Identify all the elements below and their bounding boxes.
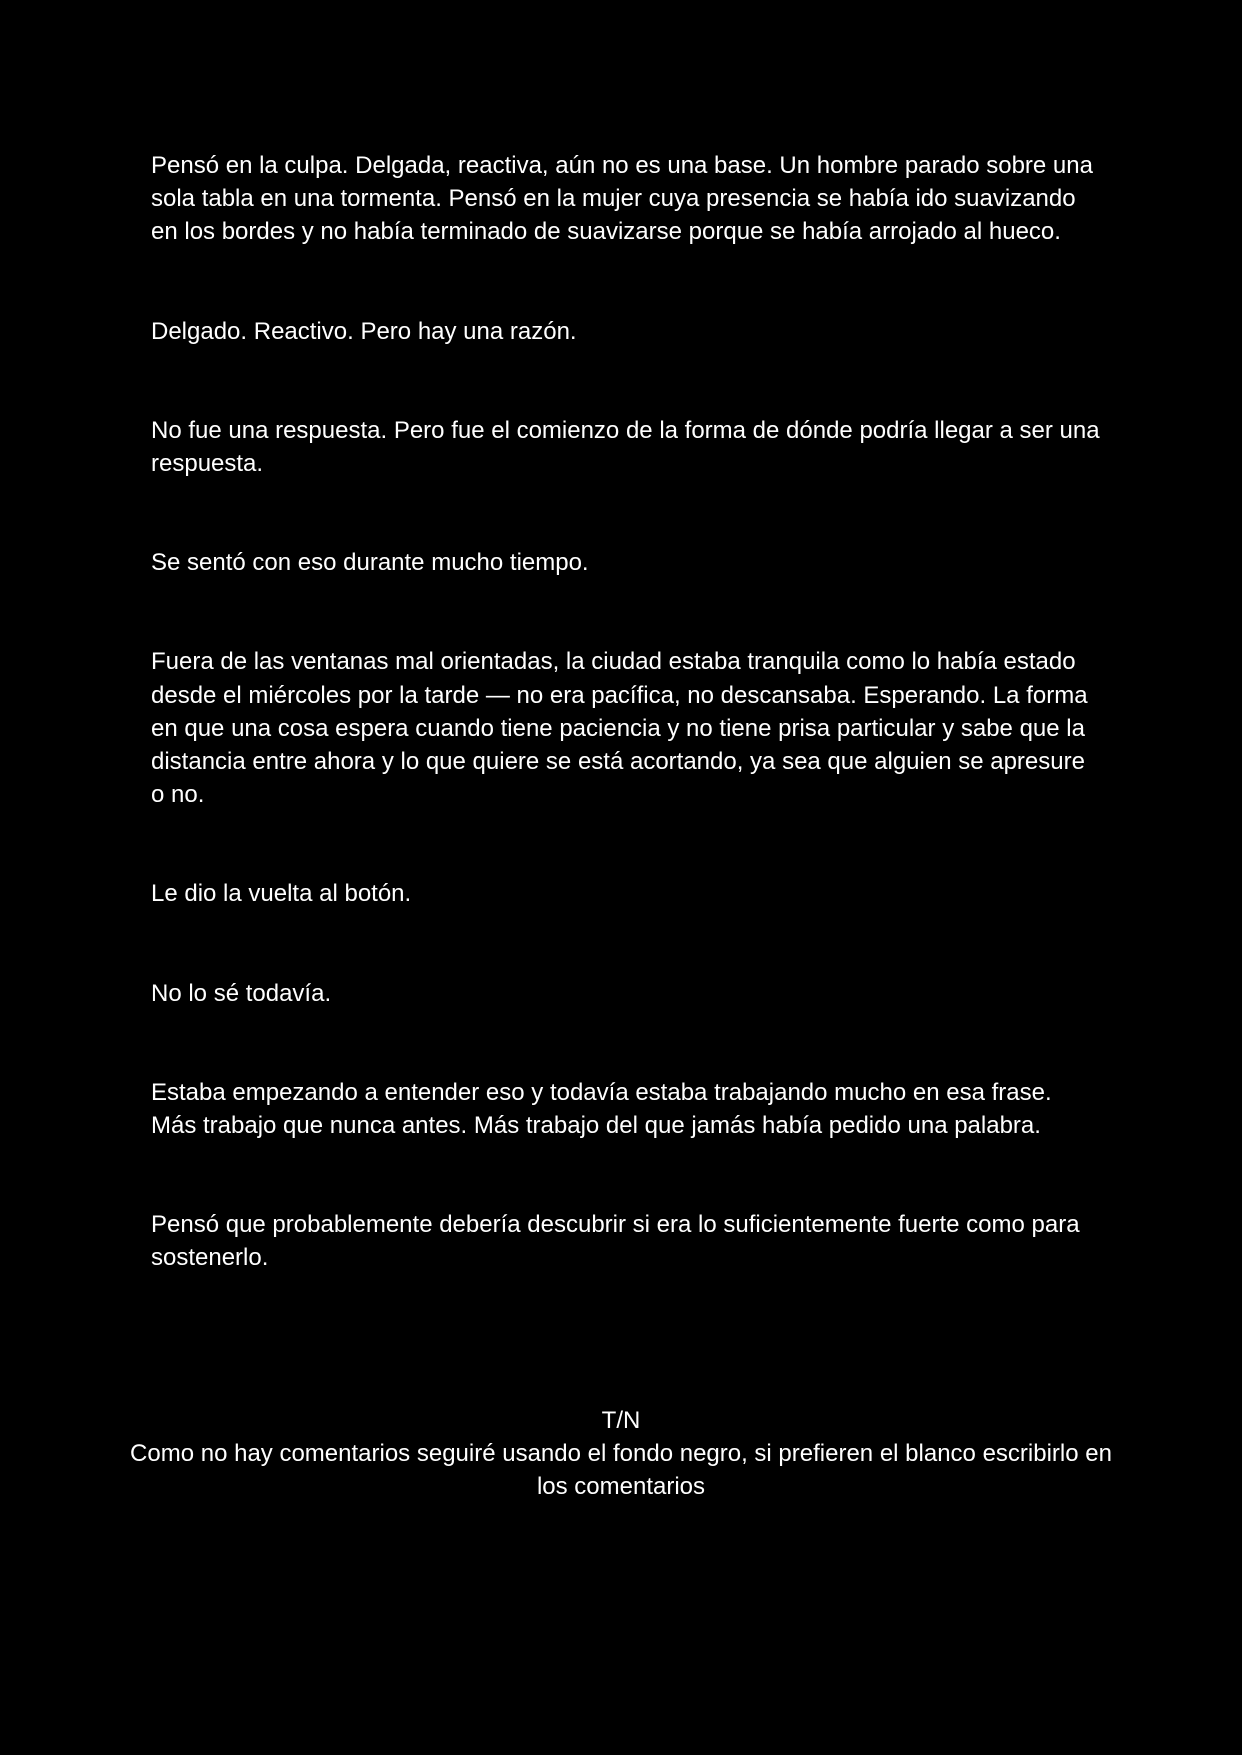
translator-note-text: Como no hay comentarios seguiré usando el fondo negro, si prefieren el blanco escribirlo en los comentarios: [130, 1440, 1112, 1501]
paragraph-4: Se sentó con eso durante mucho tiempo.: [151, 549, 589, 577]
paragraph-9: Pensó que probablemente debería descubrir si era lo suficientemente fuerte como para sostenerlo.: [151, 1211, 1080, 1272]
chapter-text: [151, 149, 1101, 1341]
paragraph-8: Estaba empezando a entender eso y todavía estaba trabajando mucho en esa frase. Más trabajo que nunca antes. Más trabajo del que jamás había pedido una palabra.: [151, 1078, 1052, 1140]
paragraph-5: Fuera de las ventanas mal orientadas, la ciudad estaba tranquila como lo había estado desde el miércoles por la tarde — no era pacífica, no descansaba. Esperando. La forma en que una cosa espera cuando tiene paciencia y no tiene prisa particular y sabe que la distancia entre ahora y lo que quiere se está acortando, ya sea que alguien se apresure o no.: [151, 648, 1088, 809]
paragraph-7: No lo sé todavía.: [151, 979, 332, 1007]
paragraph-6: Le dio la vuelta al botón.: [151, 880, 412, 908]
paragraph-1: Pensó en la culpa. Delgada, reactiva, aún no es una base. Un hombre parado sobre una sola tabla en una tormenta. Pensó en la mujer cuya presencia se había ido suavizando en los bordes y no había terminado de suavizarse porque se había arrojado al hueco.: [151, 152, 1093, 246]
paragraph-3: No fue una respuesta. Pero fue el comienzo de la forma de dónde podría llegar a ser una respuesta.: [151, 416, 1100, 478]
translator-note: [121, 1404, 1121, 1504]
paragraph-2: Delgado. Reactivo. Pero hay una razón.: [151, 317, 577, 345]
translator-note-title: T/N: [601, 1407, 641, 1434]
